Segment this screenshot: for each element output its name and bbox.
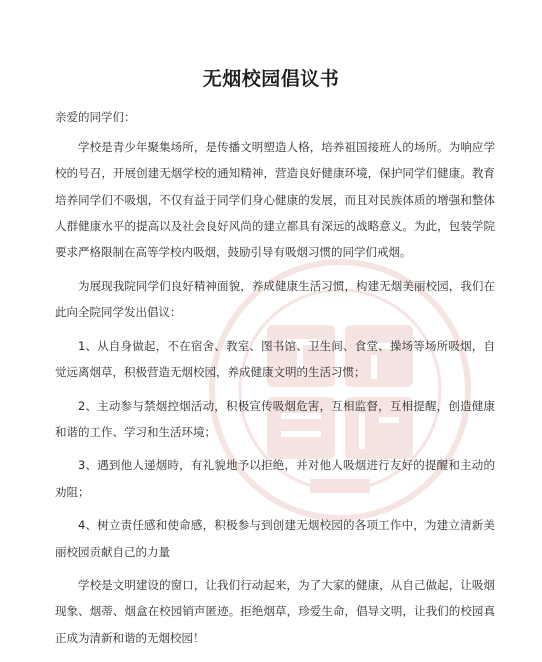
document-body [55,104,495,658]
initiative-intro-paragraph: 为展现我院同学们良好精神面貌，养成健康生活习惯，构建无烟美丽校园，我们在此向全院同学发出倡议： [55,278,495,319]
proposal-item-2: 2、主动参与禁烟控烟活动，积极宣传吸烟危害，互相监督，互相提醒，创造健康和谐的工作、学习和生活环境； [55,398,495,439]
proposal-item-3: 3、遇到他人递烟時，有礼貌地予以拒绝，并对他人吸烟进行友好的提醒和主动的劝阻； [55,458,495,499]
closing-paragraph: 学校是文明建设的窗口，让我们行动起来，为了大家的健康，从自己做起，让吸烟现象、烟蒂、烟盒在校园销声匿迹。拒绝烟草，珍爱生命，倡导文明，让我们的校园真正成为清新和谐的无烟校园！ [55,578,495,645]
intro-paragraph: 学校是青少年聚集场所，是传播文明塑造人格，培养祖国接班人的场所。为响应学校的号召，开展创建无烟学校的通知精神，营造良好健康环境，保护同学们健康。教育培养同学们不吸烟，不仅有益于同学们身心健康的发展，而且对民族体质的增强和整体人群健康水平的提高以及社会良好风尚的建立都具有深远的战略意义。为此，包装学院要求严格限制在高等学校内吸烟，鼓励引导有吸烟习惯的同学们戒烟。 [55,140,495,260]
greeting-line: 亲爱的同学们： [55,110,136,124]
proposal-item-1: 1、从自身做起，不在宿舍、教室、图书馆、卫生间、食堂、操场等场所吸烟，自觉远离烟草，积极营造无烟校园，养成健康文明的生活习惯； [55,338,495,379]
proposal-item-4: 4、树立责任感和使命感，积极参与到创建无烟校园的各项工作中，为建立清新美丽校园贡献自己的力量 [55,518,495,559]
document-title: 无烟校园倡议书 [202,68,340,90]
